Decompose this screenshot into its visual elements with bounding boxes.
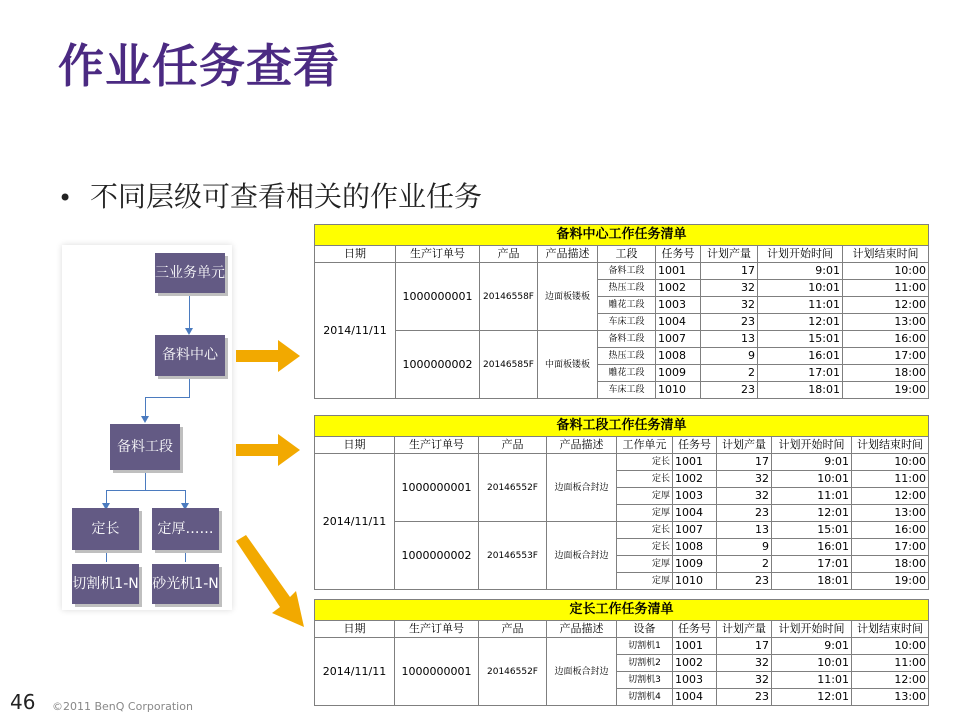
column-header: 计划产量 (701, 246, 758, 263)
start-cell: 11:01 (758, 297, 843, 314)
connector-line (189, 293, 190, 328)
end-cell: 17:00 (852, 539, 929, 556)
stage-cell: 热压工段 (598, 280, 656, 297)
task-cell: 1010 (656, 382, 701, 399)
connector-line (106, 490, 186, 491)
task-cell: 1001 (656, 263, 701, 280)
column-header: 计划结束时间 (852, 621, 929, 638)
task-cell: 1003 (656, 297, 701, 314)
task-cell: 1002 (673, 471, 717, 488)
bullet-dot-icon: • (58, 184, 73, 212)
connector-arrowhead (141, 416, 149, 423)
task-cell: 1009 (656, 365, 701, 382)
connector-arrowhead (185, 328, 193, 335)
start-cell: 18:01 (772, 573, 852, 590)
qty-cell: 32 (717, 488, 772, 505)
end-cell: 13:00 (852, 689, 929, 706)
end-cell: 11:00 (852, 655, 929, 672)
connector-line (189, 376, 190, 397)
column-header: 计划结束时间 (852, 437, 929, 454)
end-cell: 17:00 (843, 348, 929, 365)
role-task-table (314, 599, 929, 706)
column-header: 计划开始时间 (772, 437, 852, 454)
start-cell: 15:01 (772, 522, 852, 539)
start-cell: 15:01 (758, 331, 843, 348)
unit-cell: 定长 (617, 471, 673, 488)
column-header: 计划产量 (717, 437, 772, 454)
column-header: 产品 (479, 437, 547, 454)
column-header: 产品描述 (547, 621, 617, 638)
start-cell: 11:01 (772, 488, 852, 505)
unit-cell: 定长 (617, 454, 673, 471)
task-cell: 1002 (656, 280, 701, 297)
start-cell: 10:01 (772, 471, 852, 488)
qty-cell: 32 (701, 297, 758, 314)
qty-cell: 23 (717, 505, 772, 522)
qty-cell: 32 (701, 280, 758, 297)
order-cell: 1000000002 (395, 522, 479, 590)
end-cell: 12:00 (852, 672, 929, 689)
equipment-cell: 切割机1 (617, 638, 673, 655)
desc-cell: 边面板合封边 (547, 454, 617, 522)
end-cell: 18:00 (852, 556, 929, 573)
qty-cell: 32 (717, 655, 772, 672)
qty-cell: 17 (701, 263, 758, 280)
order-cell: 1000000002 (396, 331, 480, 399)
column-header: 工作单元 (617, 437, 673, 454)
start-cell: 17:01 (772, 556, 852, 573)
product-cell: 20146558F (480, 263, 538, 331)
stage-cell: 备料工段 (598, 331, 656, 348)
column-header: 产品 (479, 621, 547, 638)
stage-cell: 车床工段 (598, 382, 656, 399)
org-node-unit[interactable]: 三业务单元 (155, 253, 225, 293)
arrow-right-icon (236, 338, 302, 374)
date-cell: 2014/11/11 (315, 263, 396, 399)
end-cell: 12:00 (852, 488, 929, 505)
stage-cell: 雕花工段 (598, 365, 656, 382)
end-cell: 18:00 (843, 365, 929, 382)
column-header: 工段 (598, 246, 656, 263)
org-node-role-thickness[interactable]: 定厚…… (152, 508, 219, 550)
column-header: 计划开始时间 (772, 621, 852, 638)
end-cell: 11:00 (852, 471, 929, 488)
equipment-cell: 切割机2 (617, 655, 673, 672)
end-cell: 13:00 (843, 314, 929, 331)
start-cell: 12:01 (772, 689, 852, 706)
column-header: 产品描述 (547, 437, 617, 454)
center-task-table (314, 224, 929, 399)
task-cell: 1002 (673, 655, 717, 672)
column-header: 任务号 (673, 437, 717, 454)
qty-cell: 2 (717, 556, 772, 573)
qty-cell: 13 (717, 522, 772, 539)
start-cell: 16:01 (758, 348, 843, 365)
end-cell: 16:00 (852, 522, 929, 539)
unit-cell: 定长 (617, 539, 673, 556)
column-header: 任务号 (673, 621, 717, 638)
equipment-cell: 切割机4 (617, 689, 673, 706)
qty-cell: 9 (701, 348, 758, 365)
end-cell: 10:00 (852, 638, 929, 655)
task-cell: 1004 (673, 505, 717, 522)
task-cell: 1008 (656, 348, 701, 365)
qty-cell: 32 (717, 672, 772, 689)
qty-cell: 9 (717, 539, 772, 556)
org-node-machine-sander[interactable]: 砂光机1-N (152, 564, 219, 604)
unit-cell: 定厚 (617, 488, 673, 505)
arrow-right-icon (236, 432, 302, 468)
table-title: 备料中心工作任务清单 (315, 225, 929, 246)
qty-cell: 23 (701, 382, 758, 399)
end-cell: 19:00 (843, 382, 929, 399)
product-cell: 20146552F (479, 638, 547, 706)
connector-line (106, 550, 107, 562)
order-cell: 1000000001 (395, 638, 479, 706)
date-cell: 2014/11/11 (315, 638, 395, 706)
stage-cell: 备料工段 (598, 263, 656, 280)
task-cell: 1007 (656, 331, 701, 348)
desc-cell: 边面板合封边 (547, 638, 617, 706)
qty-cell: 2 (701, 365, 758, 382)
task-cell: 1003 (673, 672, 717, 689)
connector-line (145, 470, 146, 490)
column-header: 日期 (315, 621, 395, 638)
page-title: 作业任务查看 (58, 39, 340, 93)
column-header: 任务号 (656, 246, 701, 263)
stage-cell: 热压工段 (598, 348, 656, 365)
task-cell: 1008 (673, 539, 717, 556)
connector-line (185, 550, 186, 562)
org-node-center[interactable]: 备料中心 (155, 335, 225, 376)
column-header: 生产订单号 (396, 246, 480, 263)
product-cell: 20146553F (479, 522, 547, 590)
start-cell: 10:01 (758, 280, 843, 297)
end-cell: 11:00 (843, 280, 929, 297)
start-cell: 9:01 (758, 263, 843, 280)
column-header: 日期 (315, 246, 396, 263)
unit-cell: 定厚 (617, 573, 673, 590)
qty-cell: 23 (717, 689, 772, 706)
task-cell: 1007 (673, 522, 717, 539)
end-cell: 13:00 (852, 505, 929, 522)
column-header: 生产订单号 (395, 621, 479, 638)
product-cell: 20146552F (479, 454, 547, 522)
start-cell: 11:01 (772, 672, 852, 689)
product-cell: 20146585F (480, 331, 538, 399)
end-cell: 10:00 (843, 263, 929, 280)
copyright: ©2011 BenQ Corporation (52, 700, 193, 713)
qty-cell: 23 (701, 314, 758, 331)
start-cell: 10:01 (772, 655, 852, 672)
task-cell: 1010 (673, 573, 717, 590)
stage-cell: 雕花工段 (598, 297, 656, 314)
end-cell: 19:00 (852, 573, 929, 590)
arrow-down-right-icon (232, 535, 308, 631)
end-cell: 10:00 (852, 454, 929, 471)
start-cell: 12:01 (758, 314, 843, 331)
column-header: 产品 (480, 246, 538, 263)
task-cell: 1004 (673, 689, 717, 706)
order-cell: 1000000001 (396, 263, 480, 331)
qty-cell: 32 (717, 471, 772, 488)
table-title: 定长工作任务清单 (315, 600, 929, 621)
column-header: 产品描述 (538, 246, 598, 263)
start-cell: 18:01 (758, 382, 843, 399)
end-cell: 12:00 (843, 297, 929, 314)
task-cell: 1001 (673, 454, 717, 471)
bullet-text: 不同层级可查看相关的作业任务 (90, 180, 483, 213)
task-cell: 1003 (673, 488, 717, 505)
bullet-point (58, 175, 482, 215)
page-number: 46 (10, 690, 36, 714)
connector-line (145, 397, 146, 416)
equipment-cell: 切割机3 (617, 672, 673, 689)
qty-cell: 17 (717, 454, 772, 471)
table-title: 备料工段工作任务清单 (315, 416, 929, 437)
connector-line (145, 397, 190, 398)
start-cell: 17:01 (758, 365, 843, 382)
task-cell: 1009 (673, 556, 717, 573)
task-cell: 1004 (656, 314, 701, 331)
qty-cell: 17 (717, 638, 772, 655)
start-cell: 9:01 (772, 638, 852, 655)
desc-cell: 中面板镂板 (538, 331, 598, 399)
unit-cell: 定厚 (617, 556, 673, 573)
column-header: 计划开始时间 (758, 246, 843, 263)
end-cell: 16:00 (843, 331, 929, 348)
start-cell: 12:01 (772, 505, 852, 522)
start-cell: 16:01 (772, 539, 852, 556)
column-header: 计划产量 (717, 621, 772, 638)
qty-cell: 23 (717, 573, 772, 590)
column-header: 日期 (315, 437, 395, 454)
task-cell: 1001 (673, 638, 717, 655)
order-cell: 1000000001 (395, 454, 479, 522)
date-cell: 2014/11/11 (315, 454, 395, 590)
column-header: 计划结束时间 (843, 246, 929, 263)
unit-cell: 定长 (617, 522, 673, 539)
desc-cell: 边面板合封边 (547, 522, 617, 590)
org-node-section[interactable]: 备料工段 (110, 424, 180, 470)
stage-cell: 车床工段 (598, 314, 656, 331)
start-cell: 9:01 (772, 454, 852, 471)
section-task-table (314, 415, 929, 590)
org-node-role-length[interactable]: 定长 (72, 508, 139, 550)
unit-cell: 定厚 (617, 505, 673, 522)
column-header: 设备 (617, 621, 673, 638)
desc-cell: 边面板镂板 (538, 263, 598, 331)
qty-cell: 13 (701, 331, 758, 348)
column-header: 生产订单号 (395, 437, 479, 454)
org-node-machine-cutter[interactable]: 切割机1-N (72, 564, 139, 604)
